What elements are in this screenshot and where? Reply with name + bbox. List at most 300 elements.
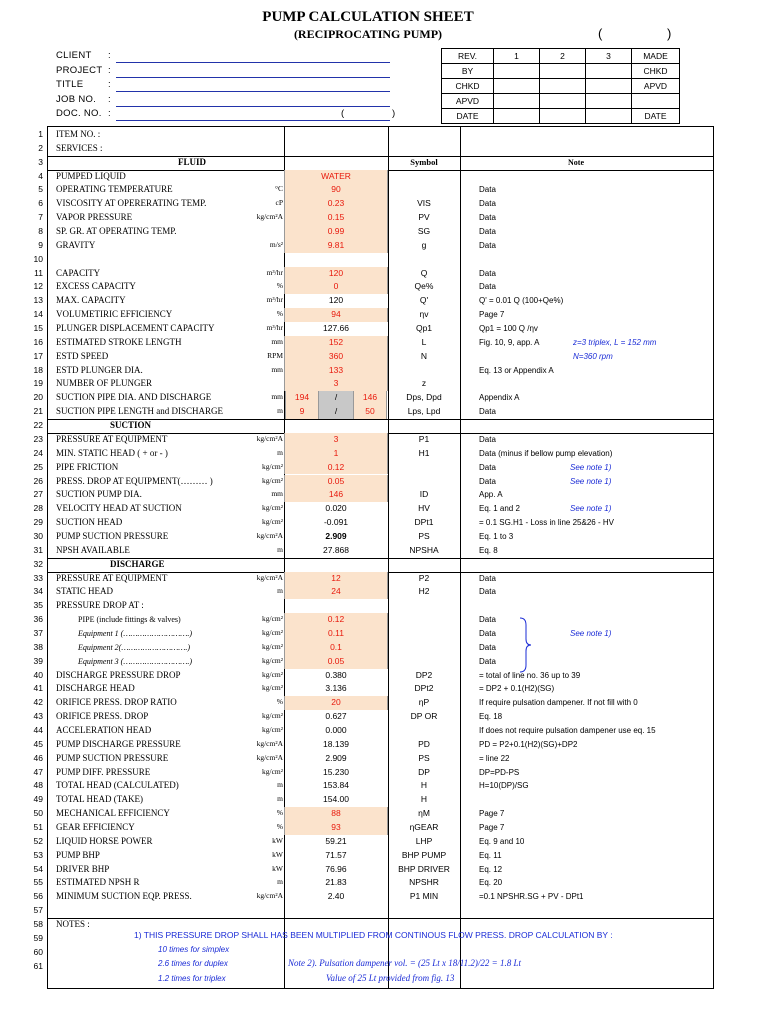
table-row [33, 627, 713, 641]
row-number: 51 [33, 822, 43, 832]
table-row [33, 849, 713, 863]
row-description: SUCTION PUMP DIA. [56, 489, 142, 500]
header-field-line[interactable] [116, 62, 390, 63]
row-unit: kg/cm² [262, 724, 283, 734]
header-field-line[interactable] [116, 120, 390, 121]
row-number: 5 [38, 184, 43, 195]
row-symbol: PS [418, 530, 430, 541]
row-symbol: ηGEAR [409, 822, 439, 832]
row-number: 2 [38, 142, 43, 153]
table-row [33, 904, 713, 918]
revision-cell: APVD [442, 94, 494, 109]
value-input[interactable]: 133 [284, 364, 388, 378]
row-unit: kg/cm² [262, 517, 283, 527]
note-1: 1) THIS PRESSURE DROP SHALL HAS BEEN MULTIPLIED FROM CONTINOUS FLOW PRESS. DROP CALCULATION BY : [134, 930, 613, 940]
row-description: ESTD SPEED [56, 350, 109, 361]
notes-separator [48, 918, 713, 919]
revision-cell: APVD [632, 79, 680, 94]
row-symbol: N [420, 350, 428, 361]
row-description: Equipment 2(……………………….) [78, 642, 191, 652]
row-note: =0.1 NPSHR.SG + PV - DPt1 [479, 892, 584, 902]
row-symbol: BHP PUMP [401, 849, 447, 860]
row-description: VELOCITY HEAD AT SUCTION [56, 503, 182, 514]
header-field-colon: : [108, 64, 111, 76]
sheet-subtitle: (RECIPROCATING PUMP) [293, 27, 443, 41]
row-symbol: Dps, Dpd [406, 392, 442, 403]
row-description: PRESSURE AT EQUIPMENT [56, 433, 168, 444]
header-field-colon: : [108, 108, 111, 120]
row-description: SUCTION PIPE DIA. AND DISCHARGE [56, 392, 212, 403]
value-input[interactable]: 50 [353, 405, 387, 419]
row-symbol: PS [418, 752, 430, 763]
row-number: 8 [38, 226, 43, 237]
value-input[interactable]: 0.12 [284, 461, 388, 475]
row-note: Data [479, 587, 496, 597]
row-number: 39 [33, 655, 43, 666]
header-field-label: DOC. NO. [56, 108, 102, 120]
row-symbol: ηM [418, 808, 430, 819]
row-note: Data [479, 615, 496, 625]
header-field-line[interactable] [116, 91, 390, 92]
row-symbol: NPSHR [409, 877, 439, 888]
row-unit: kW [272, 863, 283, 873]
value-output: 2.909 [325, 752, 347, 763]
row-note: Eq. 9 and 10 [479, 836, 525, 846]
value-output: 27.868 [323, 544, 349, 555]
row-unit: % [276, 281, 283, 291]
revision-cell: MADE [632, 49, 680, 64]
table-row [33, 779, 713, 793]
row-unit: mm [271, 364, 283, 374]
row-number: 25 [33, 461, 43, 472]
table-row [38, 197, 713, 211]
row-number: 34 [33, 586, 43, 597]
row-note: If require pulsation dampener. If not fill with 0 [479, 698, 638, 708]
row-description: PIPE FRICTION [56, 461, 119, 472]
revision-cell [586, 94, 632, 109]
split-divider: / [319, 405, 353, 419]
value-output: 2.909 [325, 530, 347, 541]
row-description: ORIFICE PRESS. DROP RATIO [56, 697, 177, 708]
row-number: 55 [33, 877, 43, 888]
row-number: 11 [34, 267, 43, 278]
revision-cell [632, 94, 680, 109]
doc-paren-open: ( [341, 108, 345, 119]
value-input[interactable]: 90 [284, 183, 388, 197]
value-input[interactable]: 3 [284, 433, 388, 447]
revision-cell [494, 64, 540, 79]
revision-row [442, 49, 680, 64]
row-note: If does not require pulsation dampener use eq. 15 [479, 725, 656, 735]
value-input[interactable]: 9 [285, 405, 319, 419]
row-note: Eq. 20 [479, 878, 503, 888]
value-input[interactable]: 0.23 [284, 197, 388, 211]
value-input[interactable]: 0.1 [284, 641, 388, 655]
row-number: 42 [33, 697, 43, 708]
row-unit: kg/cm² [262, 655, 283, 665]
table-row [33, 405, 713, 419]
row-note: Data [479, 434, 496, 444]
row-symbol: VIS [417, 198, 431, 209]
row-description: NOTES : [56, 919, 90, 930]
row-unit: kg/cm²A [256, 752, 283, 762]
revision-cell: DATE [632, 109, 680, 124]
row-unit: mm [271, 489, 283, 499]
row-number: 49 [33, 794, 43, 805]
row-number: 50 [33, 808, 43, 819]
row-unit: % [276, 808, 283, 818]
value-input[interactable]: 12 [284, 572, 388, 586]
row-unit: cP [275, 198, 283, 208]
revision-row [442, 94, 680, 109]
table-row [33, 599, 713, 613]
value-input[interactable]: 120 [284, 267, 388, 281]
row-note: Eq. 18 [479, 712, 503, 722]
row-unit: °C [274, 184, 283, 194]
row-symbol: Q' [419, 295, 429, 306]
row-description: Equipment 3 (……………………….) [78, 656, 193, 666]
row-description: NPSH AVAILABLE [56, 544, 130, 555]
value-input[interactable]: 1 [284, 447, 388, 461]
table-row [33, 377, 713, 391]
table-row [33, 696, 713, 710]
value-input[interactable]: 0.12 [284, 613, 388, 627]
value-input[interactable]: 0.99 [284, 225, 388, 239]
row-number: 29 [33, 517, 43, 528]
row-description: CAPACITY [56, 267, 101, 278]
value-input[interactable]: 0.05 [284, 475, 388, 489]
table-row [33, 294, 713, 308]
revision-row [442, 79, 680, 94]
revision-cell [540, 79, 586, 94]
value-output: 127.66 [323, 323, 349, 334]
row-description: ESTIMATED NPSH R [56, 877, 140, 888]
row-symbol: Q [420, 267, 428, 278]
row-unit: kg/cm² [262, 683, 283, 693]
row-note: Data [479, 407, 496, 417]
table-row [33, 890, 713, 904]
row-number: 23 [33, 433, 43, 444]
row-number: 6 [38, 198, 43, 209]
row-unit: % [276, 309, 283, 319]
table-row [33, 682, 713, 696]
row-symbol: DPt2 [414, 683, 434, 694]
table-row [33, 433, 713, 447]
row-unit: m³/hr [266, 323, 283, 333]
row-description: LIQUID HORSE POWER [56, 835, 153, 846]
header-field-label: CLIENT [56, 50, 92, 61]
row-description: PUMP SUCTION PRESSURE [56, 530, 169, 541]
row-note-2: z=3 triplex, L = 152 mm [573, 337, 657, 347]
row-description: SERVICES : [56, 142, 103, 153]
row-number: 28 [33, 503, 43, 514]
value-input[interactable]: 20 [284, 696, 388, 710]
value-output: 59.21 [325, 835, 347, 846]
table-row [33, 322, 713, 336]
row-description: SP. GR. AT OPERATING TEMP. [56, 226, 177, 237]
table-row [33, 419, 713, 433]
row-note: = line 22 [479, 753, 510, 763]
value-input[interactable]: 0.05 [284, 655, 388, 669]
row-description: ACCELERATION HEAD [56, 724, 152, 735]
row-note: Data (minus if bellow pump elevation) [479, 448, 613, 458]
revision-cell [586, 79, 632, 94]
row-unit: m [277, 544, 283, 554]
row-number: 43 [33, 711, 43, 722]
revision-cell: 3 [586, 49, 632, 64]
revision-cell: REV. [442, 49, 494, 64]
revision-cell [586, 109, 632, 124]
table-row [38, 170, 713, 184]
see-note-link: See note 1) [570, 628, 612, 638]
table-row [33, 752, 713, 766]
value-input[interactable]: 94 [284, 308, 388, 322]
table-row [33, 876, 713, 890]
row-unit: % [276, 697, 283, 707]
row-symbol: DP [418, 766, 430, 777]
row-symbol: PV [418, 212, 430, 223]
table-row [33, 572, 713, 586]
note-3: Value of 25 Lt provided from fig. 13 [326, 973, 455, 983]
row-note: Qp1 = 100 Q /ηv [479, 324, 538, 334]
split-divider: / [319, 391, 353, 405]
note-simplex: 10 times for simplex [158, 945, 230, 954]
see-note-link: See note 1) [570, 462, 612, 472]
row-description: ORIFICE PRESS. DROP [56, 711, 149, 722]
value-input[interactable]: 24 [284, 585, 388, 599]
table-row [33, 544, 713, 558]
table-row [33, 391, 713, 405]
row-description: MAX. CAPACITY [56, 295, 126, 306]
row-note: Data [479, 573, 496, 583]
table-row [33, 364, 713, 378]
header-field-colon: : [108, 50, 111, 61]
row-symbol: DPt1 [414, 517, 434, 528]
row-symbol: ηv [419, 309, 429, 320]
header-field-line[interactable] [116, 77, 390, 78]
row-unit: kW [272, 849, 283, 859]
row-symbol: Qp1 [415, 323, 433, 334]
row-unit: kg/cm² [262, 475, 283, 485]
value-input[interactable]: 146 [284, 488, 388, 502]
value-input[interactable]: 88 [284, 807, 388, 821]
row-unit: m [277, 406, 283, 416]
row-number: 9 [38, 239, 43, 250]
header-field-line[interactable] [116, 106, 390, 107]
value-input[interactable]: 3 [284, 377, 388, 391]
row-number: 59 [33, 932, 43, 943]
row-number: 45 [33, 738, 43, 749]
row-description: ITEM NO. : [56, 129, 101, 139]
row-number: 48 [33, 780, 43, 791]
row-note: Page 7 [479, 809, 505, 819]
row-description: PLUNGER DISPLACEMENT CAPACITY [56, 323, 215, 334]
row-symbol: Qe% [414, 281, 434, 292]
row-unit: RPM [267, 350, 283, 360]
table-row [33, 669, 713, 683]
table-row [38, 183, 713, 197]
row-note: Appendix A [479, 393, 520, 403]
row-unit: mm [271, 336, 283, 346]
row-unit: kg/cm²A [256, 572, 283, 582]
row-description: VISCOSITY AT OPERERATING TEMP. [56, 198, 207, 209]
value-output: 18.139 [323, 738, 349, 749]
value-input[interactable]: 194 [285, 391, 319, 405]
row-note: Data [479, 213, 496, 223]
row-note: Data [479, 185, 496, 195]
row-symbol: PD [418, 738, 430, 749]
table-row [38, 128, 713, 142]
row-number: 1 [38, 129, 43, 139]
row-symbol: g [421, 239, 427, 250]
row-number: 19 [33, 378, 43, 389]
row-number: 4 [38, 170, 43, 181]
table-row [33, 530, 713, 544]
row-note: Data [479, 268, 496, 278]
value-input[interactable]: 0 [284, 280, 388, 294]
header-field-label: JOB NO. [56, 93, 97, 105]
row-unit: kg/cm² [262, 627, 283, 637]
row-unit: kg/cm²A [256, 433, 283, 443]
row-number: 38 [33, 641, 43, 652]
row-number: 37 [33, 627, 43, 638]
table-row [33, 641, 713, 655]
note-triplex: 1.2 times for triplex [158, 974, 226, 983]
row-number: 58 [33, 919, 43, 930]
row-note: Data [479, 462, 496, 472]
row-note: Data [479, 656, 496, 666]
row-unit: kW [272, 835, 283, 845]
row-symbol: BHP DRIVER [398, 863, 450, 874]
table-row [38, 211, 713, 225]
row-note-2: N=360 rpm [573, 351, 613, 361]
row-description: STATIC HEAD [56, 586, 114, 597]
table-row [33, 655, 713, 669]
row-unit: m [277, 780, 283, 790]
row-unit: kg/cm²A [256, 891, 283, 901]
header-field-colon: : [108, 79, 111, 91]
table-row [33, 807, 713, 821]
table-row [33, 585, 713, 599]
value-output: 154.00 [323, 794, 349, 805]
title-paren-close: ) [667, 26, 672, 41]
row-unit: kg/cm²A [256, 530, 283, 540]
row-note: Data [479, 642, 496, 652]
revision-cell: CHKD [632, 64, 680, 79]
value-input[interactable]: 152 [284, 336, 388, 350]
table-row [33, 475, 713, 489]
row-symbol: DP OR [410, 711, 438, 722]
note-duplex: 2.6 times for duplex [158, 959, 228, 968]
value-output: 76.96 [325, 863, 347, 874]
see-note-link: See note 1) [570, 476, 612, 486]
row-number: 40 [33, 669, 43, 680]
sheet-title: PUMP CALCULATION SHEET [262, 9, 474, 25]
table-row [38, 142, 713, 156]
table-row [33, 863, 713, 877]
table-row [33, 835, 713, 849]
row-symbol: L [421, 336, 427, 347]
row-unit: m [277, 877, 283, 887]
row-number: 21 [33, 406, 43, 417]
row-note: Eq. 1 to 3 [479, 531, 514, 541]
header-field-colon: : [108, 93, 111, 105]
bracket-icon [518, 617, 532, 673]
row-number: 52 [33, 835, 43, 846]
row-description: DISCHARGE PRESSURE DROP [56, 669, 181, 680]
table-row [33, 821, 713, 835]
revision-cell: DATE [442, 109, 494, 124]
value-input[interactable]: 9.81 [284, 239, 388, 253]
row-unit: kg/cm²A [256, 212, 283, 222]
row-description: ESTD PLUNGER DIA. [56, 364, 143, 375]
row-description: PUMP DISCHARGE PRESSURE [56, 738, 181, 749]
value-input[interactable]: 360 [284, 350, 388, 364]
row-description: TOTAL HEAD (CALCULATED) [56, 780, 179, 791]
row-description: GEAR EFFICIENCY [56, 822, 135, 832]
row-note: H=10(DP)/SG [479, 781, 529, 791]
table-row [33, 488, 713, 502]
row-note: Data [479, 240, 496, 250]
value-input[interactable]: WATER [284, 170, 388, 184]
row-unit: kg/cm² [262, 766, 283, 776]
revision-cell: 2 [540, 49, 586, 64]
row-note: Eq. 12 [479, 864, 503, 874]
table-row [33, 738, 713, 752]
value-output: 71.57 [325, 849, 347, 860]
row-description: MINIMUM SUCTION EQP. PRESS. [56, 891, 192, 902]
row-symbol: HV [418, 503, 430, 514]
row-number: 36 [33, 614, 43, 625]
value-input[interactable]: 0.15 [284, 211, 388, 225]
row-symbol: z [421, 378, 427, 389]
row-number: 3 [38, 156, 43, 167]
row-number: 17 [33, 350, 43, 361]
table-row [38, 156, 713, 170]
revision-cell [540, 109, 586, 124]
row-note: App. A [479, 490, 503, 500]
value-input[interactable]: 146 [353, 391, 387, 405]
table-row [33, 447, 713, 461]
value-output: -0.091 [323, 517, 349, 528]
value-input[interactable]: 93 [284, 821, 388, 835]
row-description: EXCESS CAPACITY [56, 281, 136, 292]
row-unit: m/s² [269, 239, 283, 249]
row-unit: m [277, 794, 283, 804]
row-symbol: NPSHA [409, 544, 439, 555]
value-output: 0.380 [325, 669, 347, 680]
row-number: 46 [33, 752, 43, 763]
table-row [33, 461, 713, 475]
doc-paren-close: ) [392, 108, 396, 119]
row-description: PUMP DIFF. PRESSURE [56, 766, 151, 777]
header-field-label: PROJECT [56, 64, 103, 76]
revision-cell [540, 64, 586, 79]
row-note: PD = P2+0.1(H2)(SG)+DP2 [479, 739, 578, 749]
row-description: DISCHARGE [110, 558, 165, 569]
row-description: FLUID [178, 156, 207, 167]
value-input[interactable]: 0.11 [284, 627, 388, 641]
value-output: 3.136 [325, 683, 347, 694]
row-note: Eq. 1 and 2 [479, 504, 520, 514]
row-description: MECHANICAL EFFICIENCY [56, 808, 170, 819]
table-row [33, 793, 713, 807]
row-note: Note [568, 157, 584, 167]
row-description: PUMP BHP [56, 849, 100, 860]
row-description: SUCTION [110, 420, 152, 431]
row-note: Data [479, 476, 496, 486]
row-symbol: P1 [418, 433, 430, 444]
